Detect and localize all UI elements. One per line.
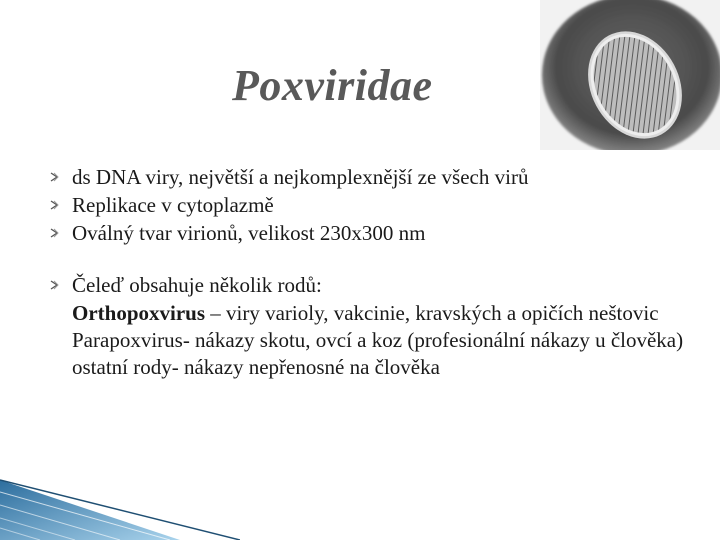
list-item [50, 163, 710, 191]
bullet-text: Čeleď obsahuje několik rodů: [72, 273, 322, 297]
list-item [50, 271, 710, 299]
genus-description: ostatní rody- nákazy nepřenosné na člověka [72, 355, 440, 379]
genus-description: Parapoxvirus- nákazy skotu, ovcí a koz (profesionální nákazy u člověka) [72, 328, 684, 352]
virus-micrograph-image [540, 0, 720, 150]
genus-description: – viry varioly, vakcinie, kravských a opičích neštovic [205, 301, 659, 325]
bullet-text: Replikace v cytoplazmě [72, 193, 274, 217]
bullet-list [50, 163, 710, 380]
corner-decoration [0, 450, 240, 540]
genus-parapoxvirus [50, 328, 710, 353]
bullet-text: Oválný tvar virionů, velikost 230x300 nm [72, 221, 426, 245]
arrow-bullet-icon [50, 200, 59, 210]
genus-others [50, 355, 710, 380]
slide-title: Poxviridae [232, 61, 433, 110]
list-item [50, 191, 710, 219]
bullet-text: ds DNA viry, největší a nejkomplexnější ze všech virů [72, 165, 529, 189]
arrow-bullet-icon [50, 280, 59, 290]
list-item [50, 219, 710, 247]
genus-name: Orthopoxvirus [72, 301, 206, 325]
genus-orthopoxvirus [50, 301, 710, 326]
arrow-bullet-icon [50, 228, 59, 238]
arrow-bullet-icon [50, 172, 59, 182]
